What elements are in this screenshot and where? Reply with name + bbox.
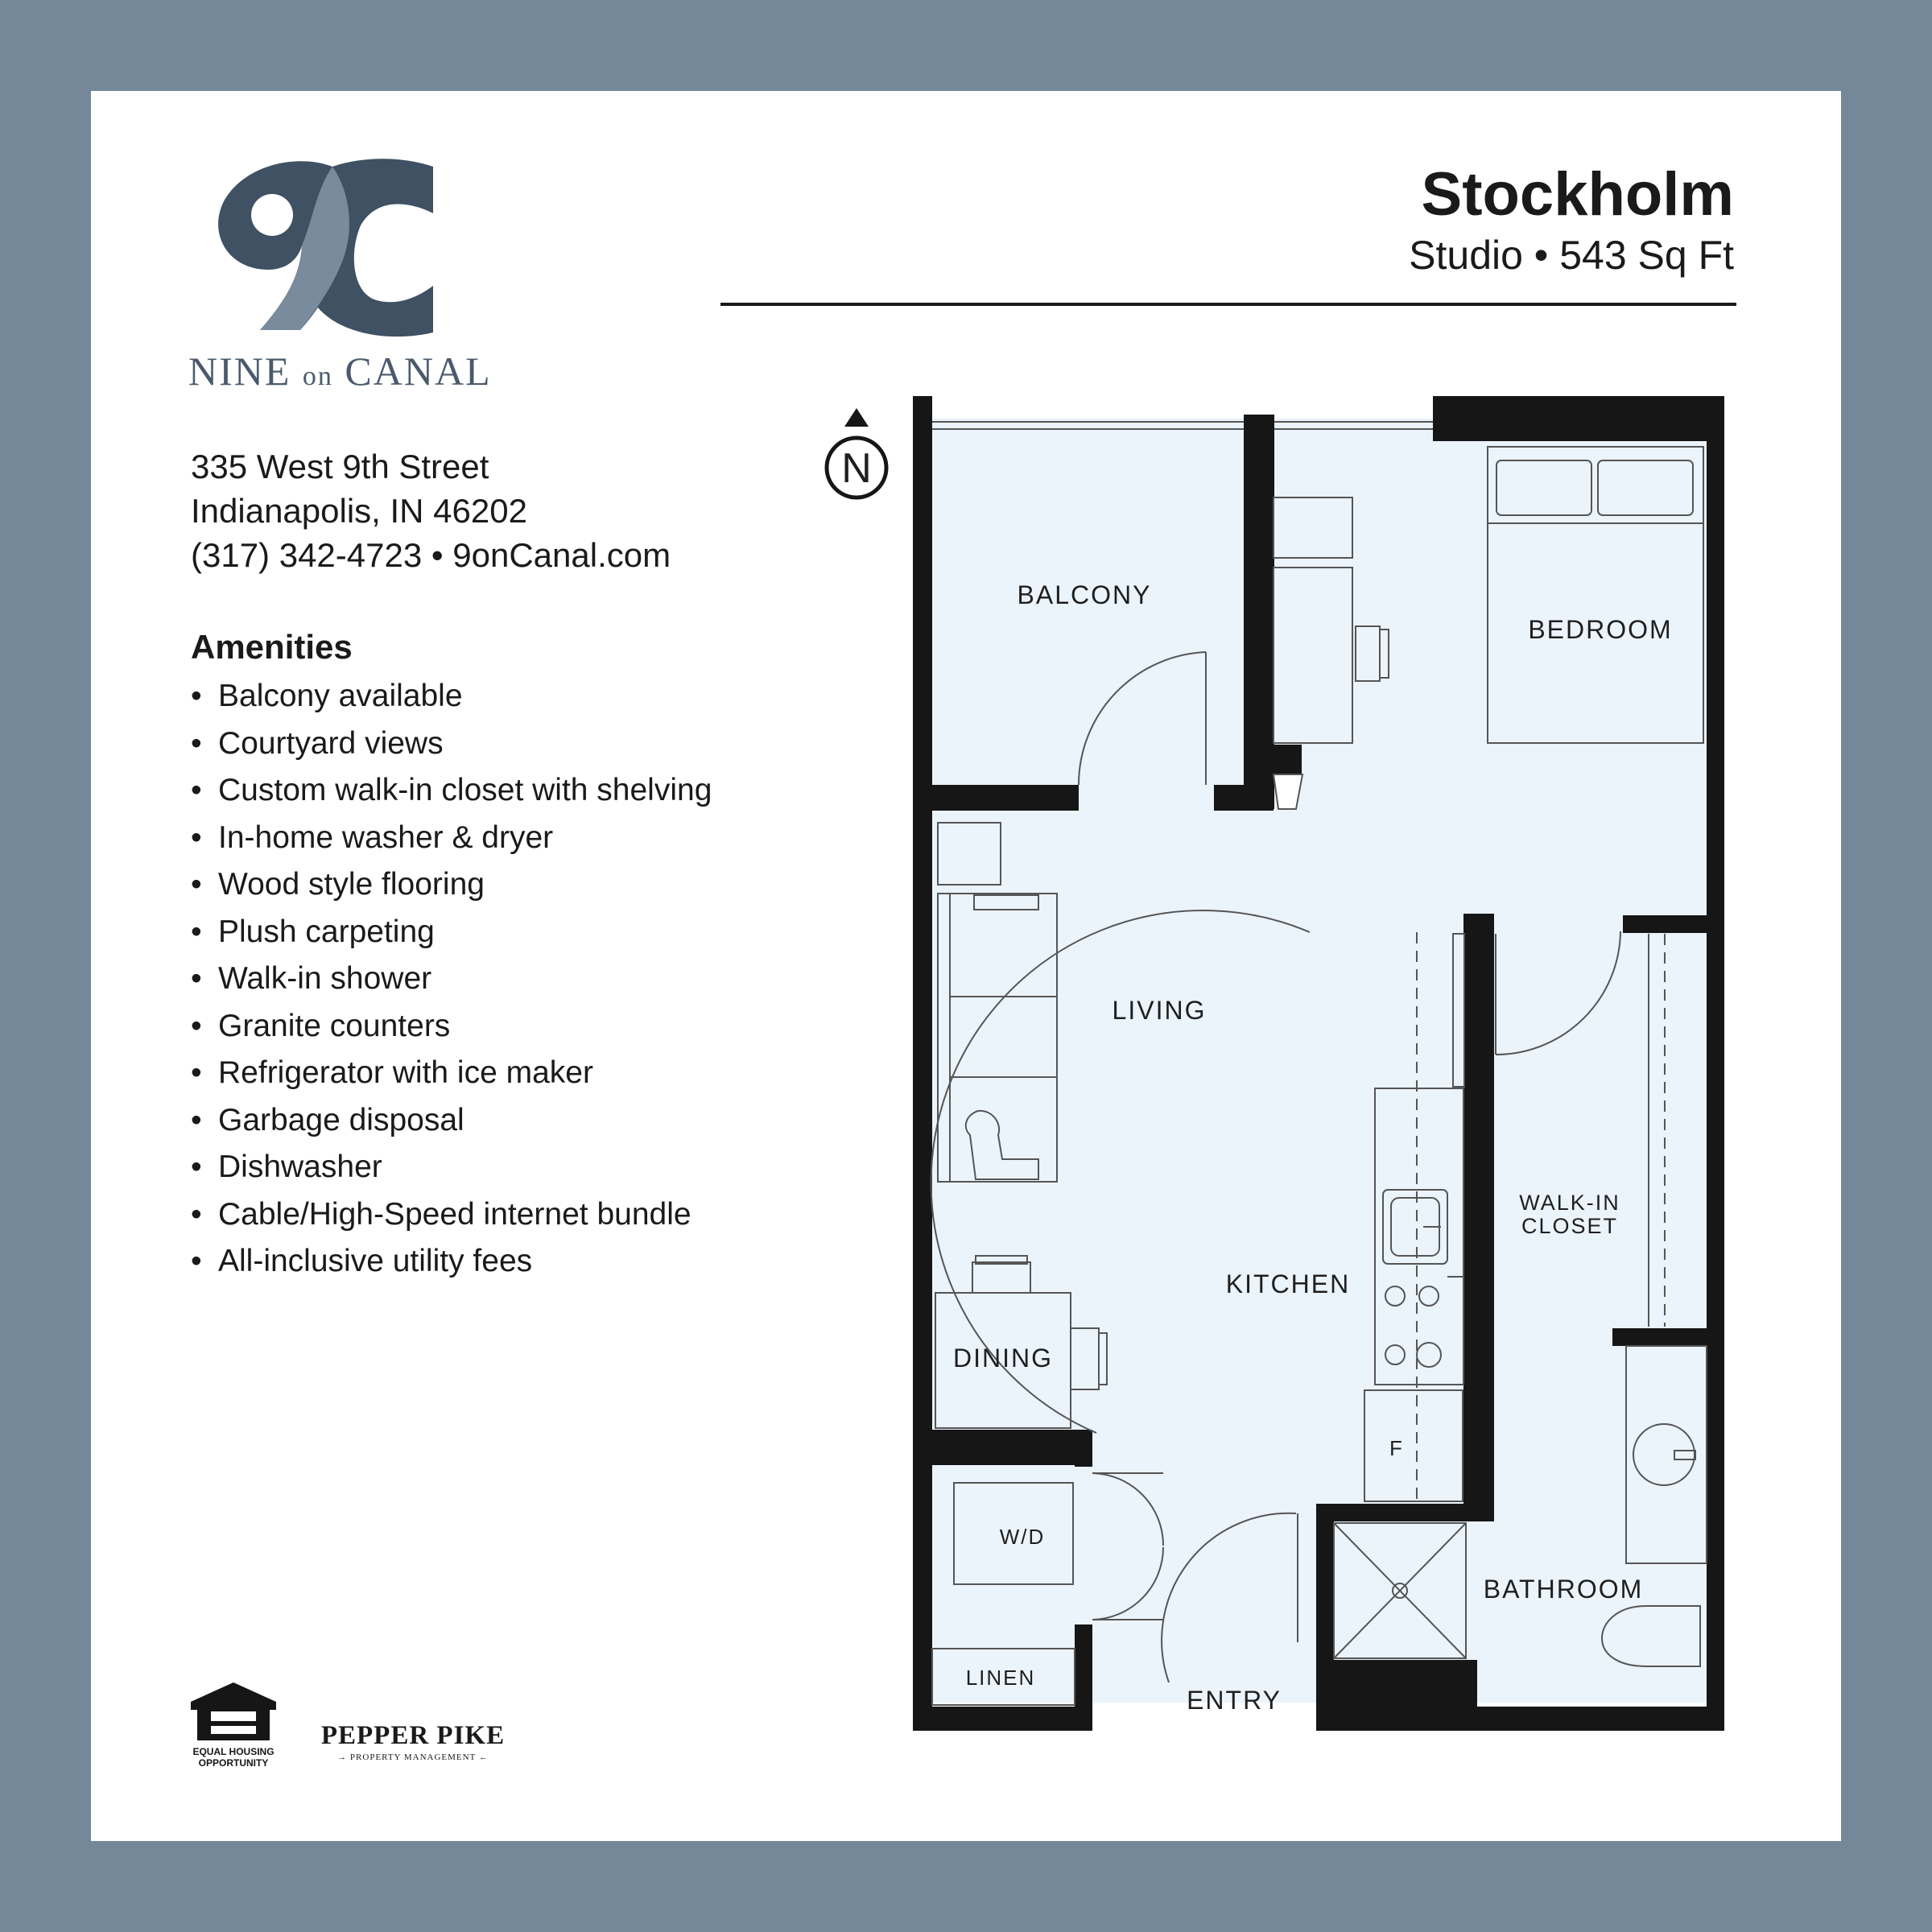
property-management-logo [316, 1721, 510, 1762]
compass [827, 408, 886, 497]
address-city: Indianapolis, IN 46202 [191, 492, 527, 530]
brand-on: on [302, 361, 333, 391]
wd-label: W/D [999, 1525, 1046, 1549]
amenity-item: • Dishwasher [191, 1147, 712, 1195]
room-label-living: LIVING [1112, 996, 1207, 1025]
room-label-bathroom: BATHROOM [1483, 1575, 1644, 1604]
amenities-title: Amenities [191, 628, 353, 666]
amenity-item: • Wood style flooring [191, 865, 712, 912]
room-label-balcony: BALCONY [1017, 580, 1152, 609]
pm-sub-text: PROPERTY MANAGEMENT [349, 1752, 477, 1762]
pm-name: PEPPER PIKE [320, 1721, 506, 1750]
compass-label: N [841, 445, 872, 492]
room-label-walkin: WALK-IN [1519, 1191, 1620, 1215]
room-label-bedroom: BEDROOM [1528, 615, 1673, 644]
room-label-kitchen: KITCHEN [1225, 1269, 1351, 1298]
amenity-item: • In-home washer & dryer [191, 818, 712, 865]
brand-canal: CANAL [345, 349, 492, 394]
north-arrow-icon [844, 408, 869, 427]
room-label-entry: ENTRY [1187, 1686, 1282, 1715]
fridge-label: F [1389, 1436, 1404, 1460]
amenity-item: • Refrigerator with ice maker [191, 1053, 712, 1100]
amenity-item: • Walk-in shower [191, 959, 712, 1006]
eho-line1: EQUAL HOUSING [192, 1746, 275, 1757]
eho-line2: OPPORTUNITY [198, 1757, 269, 1769]
pm-sub: → PROPERTY MANAGEMENT ← [337, 1752, 489, 1762]
equal-housing-icon [189, 1682, 278, 1769]
amenity-item: • Garbage disposal [191, 1100, 712, 1148]
amenity-item: • Granite counters [191, 1006, 712, 1054]
amenity-item: • Courtyard views [191, 724, 712, 771]
amenity-item: • Balcony available [191, 676, 712, 724]
room-label-closet: CLOSET [1521, 1214, 1619, 1238]
address-contact: (317) 342-4723 • 9onCanal.com [191, 536, 671, 574]
room-label-dining: DINING [953, 1344, 1053, 1373]
room-label-linen: LINEN [965, 1666, 1036, 1690]
amenity-item: • All-inclusive utility fees [191, 1241, 712, 1289]
amenity-item: • Custom walk-in closet with shelving [191, 770, 712, 818]
amenity-item: • Cable/High-Speed internet bundle [191, 1195, 712, 1242]
unit-details: Studio • 543 Sq Ft [1409, 233, 1734, 278]
amenity-item: • Plush carpeting [191, 912, 712, 960]
brand-nine: NINE [188, 349, 291, 394]
address-street: 335 West 9th Street [191, 448, 489, 485]
unit-name: Stockholm [1421, 160, 1734, 229]
